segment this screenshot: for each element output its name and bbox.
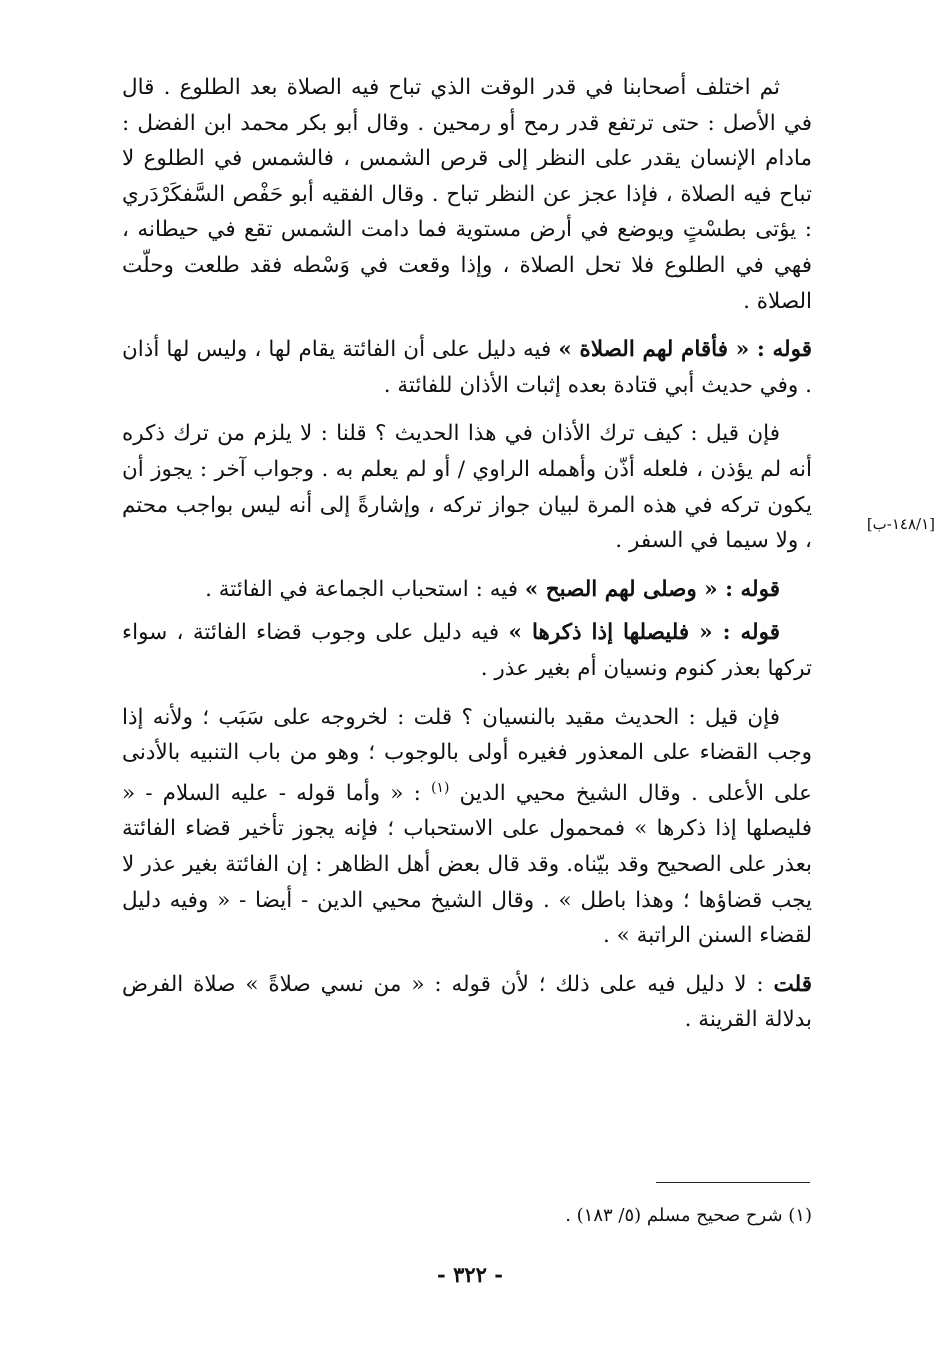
quote-lead: قوله : « فأقام لهم الصلاة »	[558, 337, 812, 363]
paragraph-body: فيه : استحباب الجماعة في الفائتة .	[205, 576, 525, 602]
quote-lead: قلت	[773, 971, 812, 997]
footnote-divider	[656, 1182, 810, 1183]
paragraph-body: : « وأما قوله - عليه السلام - « فليصلها إذا ذكرها » فمحمول على الاستحباب ؛ فإنه يجوز تأخير قضاء الفائتة بعذر على الصحيح وقد بيّناه. وقد قال بعض أهل الظاهر : إن الفائتة بغير عذر لا يجب قضاؤها ؛ وهذا باطل » . وقال الشيخ محيي الدين - أيضا - « وفيه دليل لقضاء السنن الراتبة » .	[122, 780, 812, 949]
manuscript-folio-marker: [١٤٨/١-ب]	[866, 515, 935, 533]
paragraph-2	[122, 332, 812, 403]
paragraph-body: فيه دليل على أن الفائتة يقام لها ، وليس لها أذان . وفي حديث أبي قتادة بعده إثبات الأذان للفائتة .	[122, 337, 812, 398]
footnote-ref[interactable]: (١)	[430, 779, 450, 796]
paragraph-body: : لا دليل فيه على ذلك ؛ لأن قوله : « من نسي صلاةً » صلاة الفرض بدلالة القرينة .	[122, 971, 812, 1033]
page-number: - ٣٢٢ -	[437, 1262, 503, 1287]
quote-lead: قوله : « وصلى لهم الصبح »	[524, 576, 780, 602]
paragraph-body: فيه دليل على وجوب قضاء الفائتة ، سواء تركها بعذر كنوم ونسيان أم بغير عذر .	[122, 620, 812, 681]
paragraph-5	[122, 615, 812, 686]
paragraph-7	[122, 967, 812, 1038]
paragraph-4	[122, 572, 812, 608]
quote-lead: قوله : « فليصلها إذا ذكرها »	[508, 620, 780, 646]
paragraph-body: فإن قيل : الحديث مقيد بالنسيان ؟ قلت : لخروجه على سَبَب ؛ ولأنه إذا وجب القضاء على المعذور فغيره أولى بالوجوب ؛ وهو من باب التنبيه بالأدنى على الأعلى . وقال الشيخ محيي الدين	[122, 704, 812, 806]
paragraph-6	[122, 700, 812, 954]
paragraph-3: فإن قيل : كيف ترك الأذان في هذا الحديث ؟ قلنا : لا يلزم من ترك ذكره أنه لم يؤذن ، فلعله أذّن وأهمله الراوي / أو لم يعلم به . وجواب آخر : يجوز أن يكون تركه في هذه المرة لبيان جواز تركه ، وإشارةً إلى أنه ليس بواجب محتم ، ولا سيما في السفر .	[122, 421, 812, 554]
footnote: (١) شرح صحيح مسلم (٥/ ١٨٣) .	[565, 1205, 812, 1226]
main-text	[122, 70, 812, 1051]
paragraph-1: ثم اختلف أصحابنا في قدر الوقت الذي تباح فيه الصلاة بعد الطلوع . قال في الأصل : حتى ترتفع قدر رمح أو رمحين . وقال أبو بكر محمد ابن الفضل : مادام الإنسان يقدر على النظر إلى قرص الشمس ، فالشمس في الطلوع لا تباح فيه الصلاة ، فإذا عجز عن النظر تباح . وقال الفقيه أبو حَفْص السَّفكَرْدَري : يؤتى بطسْتٍ ويوضع في أرض مستوية فما دامت الشمس تقع في حيطانه ، فهي في الطلوع فلا تحل الصلاة ، وإذا وقعت في وَسْطه فقد طلعت وحلّت الصلاة .	[122, 75, 812, 314]
